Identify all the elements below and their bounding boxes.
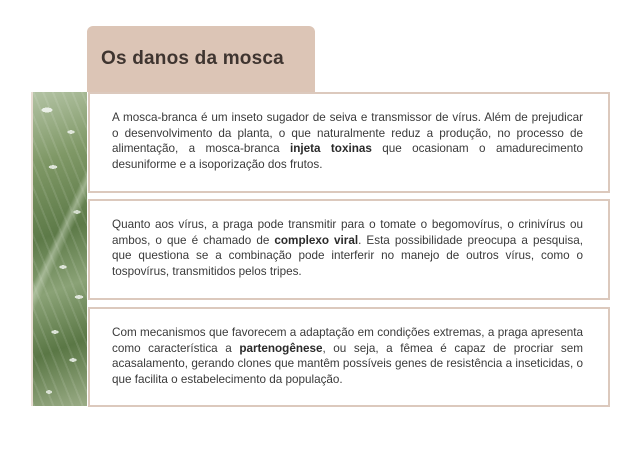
paragraph-parthenogenesis <box>112 325 583 387</box>
paragraph-parthenogenesis-text-end: , ou seja, a fêmea é capaz de procriar sem acasalamento, gerando clones que mantêm possíveis genes de resistência a inseticidas, o que facilita o estabelecimento da população. <box>112 341 583 386</box>
paragraph-virus-text-start: Quanto aos vírus, a praga pode transmitir para o tomate o begomovírus, o crinivírus ou ambos, o que é chamado de <box>112 218 583 247</box>
paragraph-toxins-text-end: que ocasionam o amadurecimento desuniforme e a isoporização dos frutos. <box>112 142 583 171</box>
paragraph-parthenogenesis-emphasis: partenogênese <box>239 341 323 355</box>
paragraph-virus <box>112 217 583 279</box>
paragraph-toxins <box>112 110 583 172</box>
whitefly-leaf-photo <box>31 92 87 406</box>
paragraph-virus-text-end: . Esta possibilidade preocupa a pesquisa, que questiona se a combinação pode interferir no manejo de outros vírus, como o tospovírus, transmitidos pelos tripes. <box>112 233 583 278</box>
page-title: Os danos da mosca <box>101 48 284 69</box>
damage-text-box-toxins <box>88 92 610 193</box>
damage-text-box-virus <box>88 199 610 300</box>
leaf-vein-highlight <box>33 92 87 406</box>
title-tab <box>87 26 315 92</box>
paragraph-virus-emphasis: complexo viral <box>274 233 359 247</box>
paragraph-toxins-text-start: A mosca-branca é um inseto sugador de seiva e transmissor de vírus. Além de prejudicar o desenvolvimento da planta, o que naturalmente reduz a produção, no processo de alimentação, a mosca-branca <box>112 111 583 155</box>
damage-text-box-parthenogenesis <box>88 307 610 407</box>
paragraph-parthenogenesis-text-start: Com mecanismos que favorecem a adaptação em condições extremas, a praga apresenta como característica a <box>112 326 583 355</box>
paragraph-toxins-emphasis: injeta toxinas <box>290 142 372 155</box>
